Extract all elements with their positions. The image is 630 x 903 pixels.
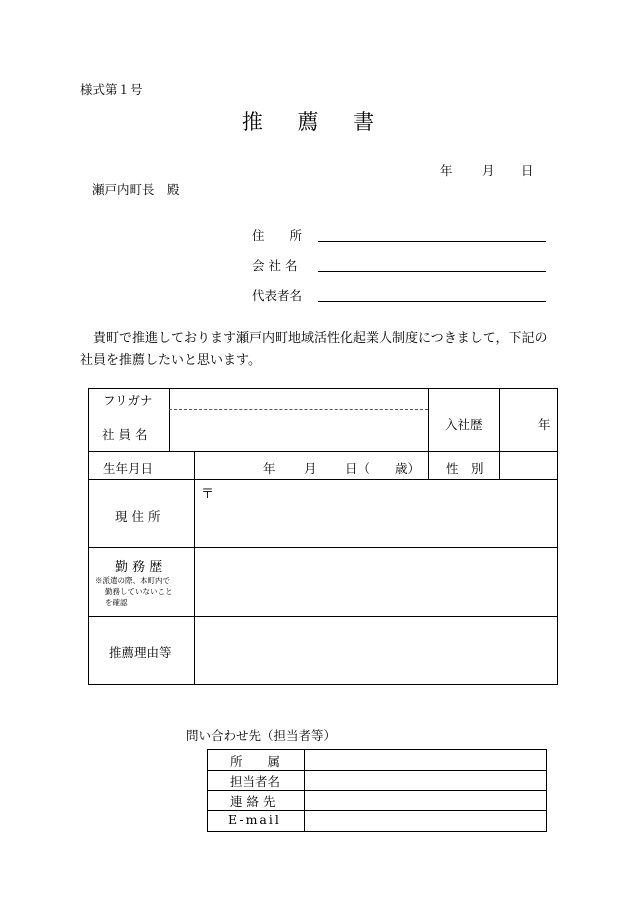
work-history-field[interactable]: [195, 548, 557, 616]
birth-day-label: 日（: [345, 461, 371, 476]
contact-person-field[interactable]: [305, 771, 546, 790]
employee-name-label: 社 員 名: [102, 427, 148, 442]
work-history-note-line-3: を確認: [105, 598, 128, 607]
contact-table: [207, 749, 547, 832]
current-address-field[interactable]: [195, 480, 557, 547]
birthdate-label: 生年月日: [103, 461, 154, 476]
applicant-company-field[interactable]: [318, 270, 546, 272]
contact-phone-field[interactable]: [305, 791, 546, 810]
work-history-label: 勤 務 歴: [115, 560, 163, 575]
current-address-label: 現 住 所: [115, 509, 161, 524]
tenure-label: 入社歴: [445, 417, 483, 432]
applicant-representative-label: 代表者名: [252, 288, 303, 303]
applicant-company-label: 会 社 名: [252, 258, 298, 273]
postal-mark: 〒: [201, 487, 215, 502]
addressee: 瀬戸内町長 殿: [92, 182, 180, 197]
applicant-address-field[interactable]: [318, 240, 546, 242]
gender-field[interactable]: [500, 452, 557, 479]
work-history-note-line-1: ※派遣の際、本町内で: [95, 576, 170, 585]
furigana-field[interactable]: [170, 389, 428, 409]
recommendation-reason-field[interactable]: [195, 617, 557, 685]
date-day-label: 日: [521, 163, 534, 178]
applicant-address-label: 住 所: [252, 228, 303, 243]
contact-department-field[interactable]: [305, 750, 546, 770]
contact-person-label: 担当者名: [230, 774, 281, 789]
birth-year-label: 年: [263, 461, 276, 476]
applicant-representative-field[interactable]: [318, 300, 546, 302]
contact-department-label: 所 属: [230, 754, 281, 769]
work-history-note-line-2: 勤務していないこと: [105, 587, 173, 596]
recommendation-table: [88, 388, 558, 685]
recommendation-reason-label: 推薦理由等: [109, 645, 172, 660]
contact-email-field[interactable]: [305, 811, 546, 831]
furigana-label: フリガナ: [103, 393, 153, 408]
employee-name-field[interactable]: [170, 410, 428, 451]
form-number: 様式第１号: [80, 82, 143, 97]
tenure-unit: 年: [538, 417, 551, 432]
birth-month-label: 月: [304, 461, 317, 476]
gender-label: 性 別: [446, 461, 484, 476]
contact-title: 問い合わせ先（担当者等）: [186, 728, 337, 743]
date-month-label: 月: [482, 163, 495, 178]
recommendation-statement: 貴町で推進しております瀬戸内町地域活性化起業人制度につきまして，下記の社員を推薦したいと思います。: [80, 331, 548, 368]
age-label: 歳）: [395, 461, 421, 476]
contact-email-label: E-mail: [228, 812, 281, 827]
contact-phone-label: 連 絡 先: [230, 794, 276, 809]
date-year-label: 年: [440, 163, 453, 178]
document-title: 推 薦 書: [241, 110, 389, 134]
